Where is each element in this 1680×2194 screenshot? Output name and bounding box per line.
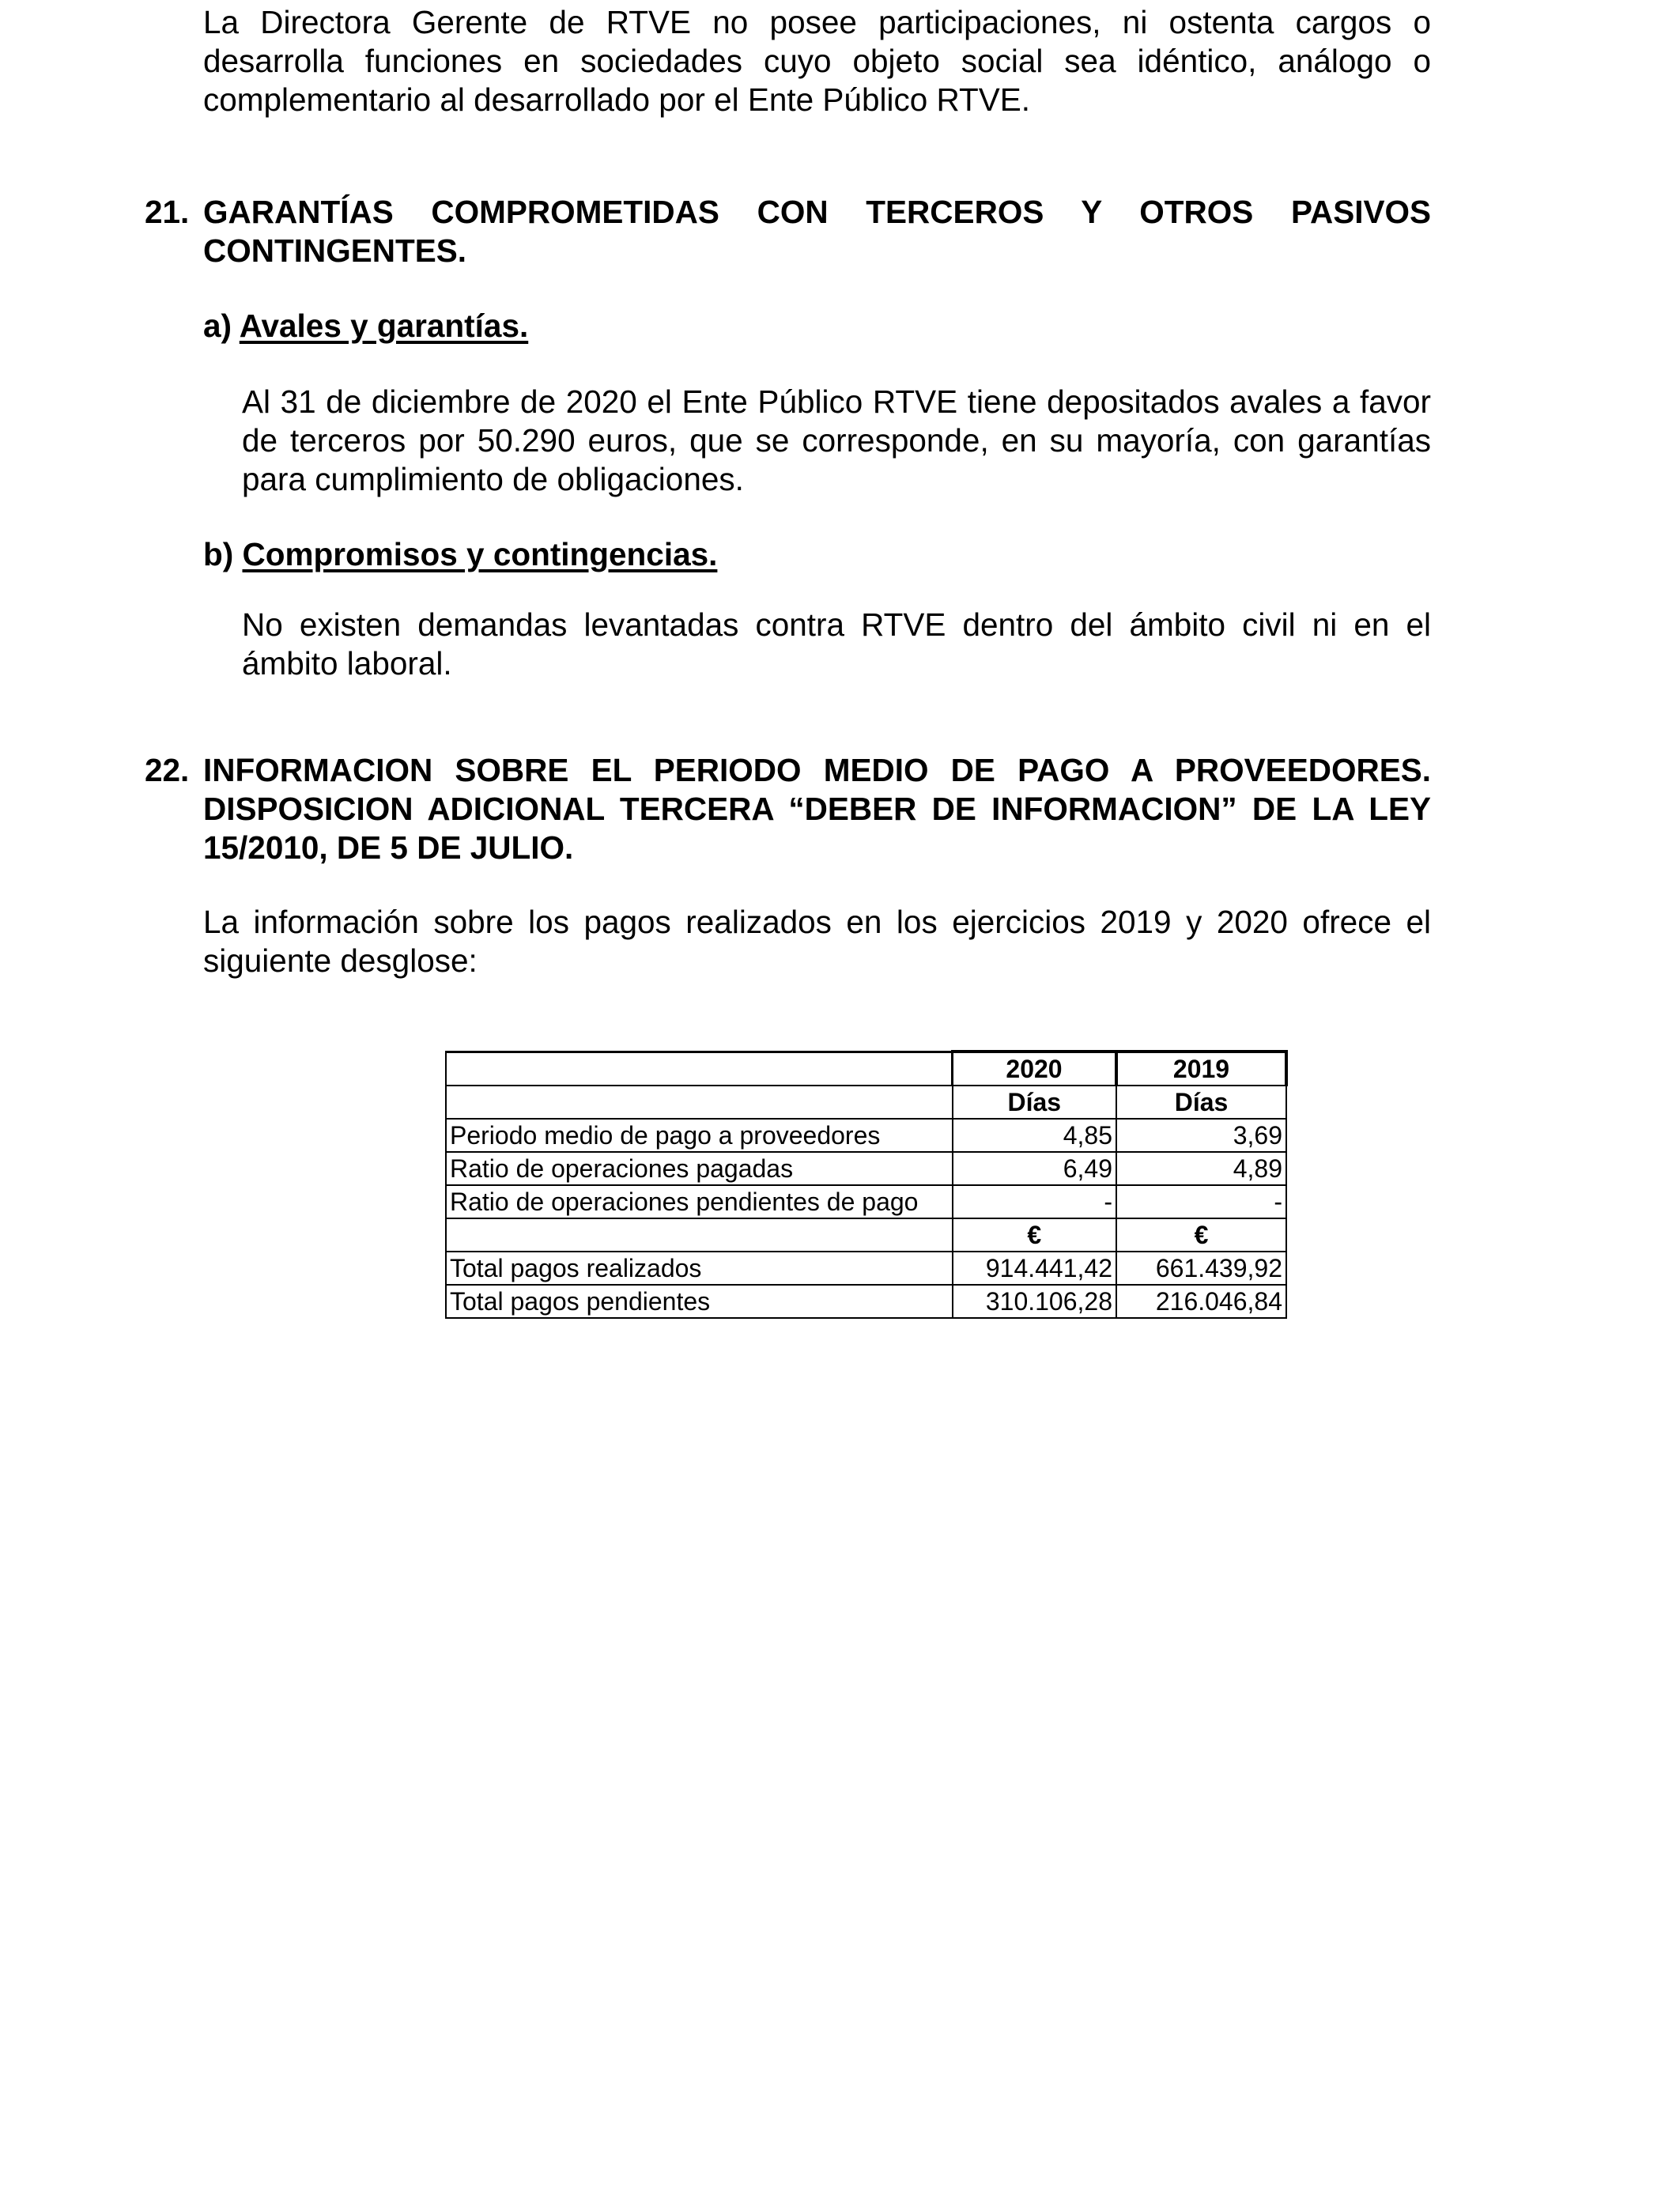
table-header-2020: 2020 [953,1052,1117,1086]
table-unit-row-euro [446,1218,1286,1252]
row-value-2020: - [953,1185,1117,1218]
subsection-a-marker: a) [203,308,232,344]
subsection-b-heading [203,535,717,574]
unit-euro-2019: € [1116,1218,1286,1252]
row-label: Ratio de operaciones pagadas [446,1152,953,1185]
subsection-b-title: Compromisos y contingencias. [242,536,718,572]
table-header-row [446,1052,1286,1086]
row-value-2020: 4,85 [953,1119,1117,1152]
subsection-a-paragraph: Al 31 de diciembre de 2020 el Ente Público RTVE tiene depositados avales a favor de terceros por 50.290 euros, que se corresponde, en su mayoría, con garantías para cumplimiento de obligaciones. [242,383,1431,497]
row-value-2020: 6,49 [953,1152,1117,1185]
section-22-title-line1: INFORMACION SOBRE EL PERIODO MEDIO DE PAGO A PROVEEDORES. [203,752,1431,788]
row-value-2019: 661.439,92 [1116,1252,1286,1285]
table-row [446,1285,1286,1318]
table-header-2019: 2019 [1116,1052,1286,1086]
row-label: Total pagos pendientes [446,1285,953,1318]
section-22-title-line3: 15/2010, DE 5 DE JULIO. [203,829,574,866]
section-21-title-line1: GARANTÍAS COMPROMETIDAS CON TERCEROS Y OTROS PASIVOS [203,194,1431,230]
subsection-b-marker: b) [203,536,234,572]
table-row [446,1185,1286,1218]
row-value-2019: 4,89 [1116,1152,1286,1185]
row-value-2019: - [1116,1185,1286,1218]
section-21-heading [145,193,1431,270]
table-header-empty [446,1052,953,1086]
section-22-number: 22. [145,752,190,788]
section-22-title-line2: DISPOSICION ADICIONAL TERCERA “DEBER DE INFORMACION” DE LA LEY [203,791,1431,827]
row-label: Total pagos realizados [446,1252,953,1285]
table-unit-row-days [446,1086,1286,1119]
row-value-2019: 3,69 [1116,1119,1286,1152]
section-21-title-line2: CONTINGENTES. [203,232,467,269]
table-row [446,1119,1286,1152]
row-value-2020: 914.441,42 [953,1252,1117,1285]
row-value-2019: 216.046,84 [1116,1285,1286,1318]
section-21-number: 21. [145,194,190,230]
subsection-a-heading [203,307,528,346]
row-value-2020: 310.106,28 [953,1285,1117,1318]
unit-days-2019: Días [1116,1086,1286,1119]
section-22-heading [145,751,1431,867]
table-row [446,1252,1286,1285]
intro-paragraph: La Directora Gerente de RTVE no posee participaciones, ni ostenta cargos o desarrolla funciones en sociedades cuyo objeto social sea idéntico, análogo o complementario al desarrollado por el Ente Público RTVE. [203,4,1431,118]
table-row [446,1152,1286,1185]
unit-euro-2020: € [953,1218,1117,1252]
section-22-paragraph: La información sobre los pagos realizados en los ejercicios 2019 y 2020 ofrece el siguiente desglose: [203,904,1431,979]
row-label: Ratio de operaciones pendientes de pago [446,1185,953,1218]
subsection-a-title: Avales y garantías. [239,308,529,344]
row-label: Periodo medio de pago a proveedores [446,1119,953,1152]
payment-period-table [445,1050,1288,1319]
subsection-b-paragraph: No existen demandas levantadas contra RTVE dentro del ámbito civil ni en el ámbito laboral. [242,606,1431,682]
unit-days-2020: Días [953,1086,1117,1119]
